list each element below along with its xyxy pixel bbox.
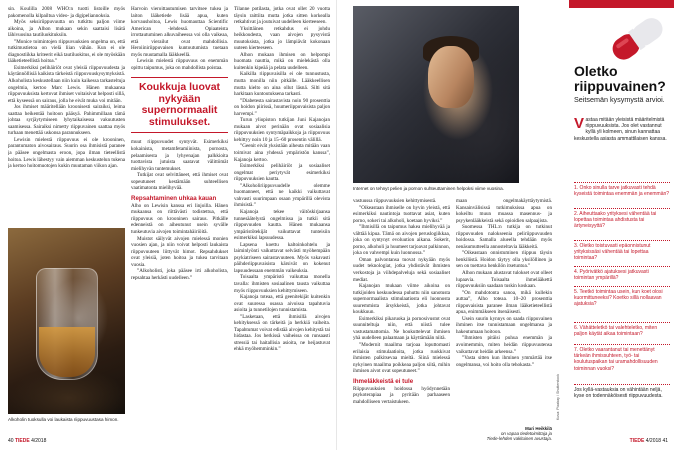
- paragraph: Esimerkiksi pikaruoka ja pornosivustot ovat suunniteltuja niin, että niistä tulee vastustamattomia. Ne houkuttelevat ihmisen yhä uudelleen palaamaan ja käyttämään niitä.: [353, 315, 450, 342]
- right-folio: [630, 438, 668, 444]
- left-column-2: [131, 6, 228, 426]
- paragraph: Lewisin mielestä riippuvuus ei ole krooninen, parantumaton aivosairaus. Suurin osa ihmisistä paranee ja pääsee ongelmasta eroon, jopa ilman tieteellistä hoitoa. Lewis lähestyy vain aiemman keskustelun tukena ja kertoo hoitomuotojen kukin muutaman viikon ajan.: [8, 136, 125, 170]
- photo-credit: Kuva: Pixabay / Shutterstock: [556, 374, 560, 420]
- whiskey-glass-photo: [8, 228, 125, 414]
- liquid-shape: [39, 327, 95, 377]
- author-bio-line: on vapaa tiedetoimittaja ja: [500, 431, 552, 437]
- divider: [574, 286, 670, 287]
- paragraph: ”Oikeastaan onnistuminen riippuu täysin henkilöstä. Hoidon täytyy olla yksilöllinen ja sen on tuettava henkilön itsetuntoa.”: [456, 250, 552, 270]
- left-photo-caption: Alkoholin tuoksulla voi laukaista riippuvuustasa himon.: [8, 417, 119, 422]
- issue-number: 4/2018: [645, 438, 662, 444]
- paragraph: Tutkijat ovat selvittäneet, että ihmiset ovat sopeutuneet kestämään suhteellisen vaatimatonta mielihyvää.: [131, 172, 228, 192]
- paragraph: Tilanne potilasta, jotka ovat ollet 20 vuotta täysin raittiita mutta jotka sitten korkealla retkahtivat ja joutuivat uudelleen kierteeseen.: [234, 6, 330, 26]
- paragraph: Myös seksiriippuvuutta on tutkittu paljon viime aikoina, ja Alhon mukaan sekin saattaisi lisätä lähivuosina tautiluokituksiin.: [8, 19, 125, 39]
- sidebar-headline: Oletko riippuvainen?: [574, 63, 666, 94]
- intro-text: astaa mitään yleisistä määritelmistä riippuvuuksista. Jos olet vastannut kyllä yli kolmeen, sinun kannattaa keskustella asiasta ammattilaisen kanssa.: [574, 117, 667, 142]
- paragraph: Kajanoja toteaa, että geenitekijät kuitenkin ovat suuressa osassa aivoissa tapahtuvia asioita ja tunnetilojen tunnistamista.: [234, 294, 330, 314]
- paragraph: ”Geenit eivät yksistään aiheuta mitään vaan toimivat aina yhdessä ympäristön kanssa”, Kajanoja kertoo.: [234, 143, 330, 163]
- quiz-question: 1. Onko sinulla tarve jatkuvasti tehdä kyseistä toimintaa enemmän ja enemmän?: [574, 185, 670, 198]
- quiz-question: 4. Pyörivätkö ajatuksesi jatkuvasti toimintan ympärillä?: [574, 269, 649, 282]
- paragraph: Toisaalta ympäristö vaikuttaa monella tavalla: ihmisten sosiaalinen tausta vaikuttaa myös riippuvuuksien kehittymiseen.: [234, 274, 330, 294]
- paragraph: vastuussa riippuvuuksien kehittymisestä.: [353, 198, 437, 204]
- paragraph: muut riippuvuudet syntyvät. Esimerkiksi kokainista, metamfetamiinista, pornosta, pelaamisesta ja lyhyenajan palkkioita tuottavista jutuista saatavat välittömät mielihyvän tuntemukset.: [131, 139, 228, 172]
- paragraph: Muistot säilyvät aivojen mielessä monien vuosien ajan, ja niin voivat helposti laukaista riippuvuuteen liittyvät himot. Repsahdukset ovat yleisiä, joten hoitoa ja tukea tarvitaan vuosia.: [131, 235, 228, 268]
- magazine-brand: TIEDE: [14, 438, 30, 444]
- glass-shape: [36, 268, 98, 380]
- author-name: Mari Heikkilä: [525, 426, 552, 431]
- left-folio: [8, 438, 46, 444]
- quiz-question: 5. Teetkö toimintaa usein, kun koet olosi kuormittuneeksi? Koetko sillä nollaavan ajatuksia?: [574, 289, 663, 308]
- page-number: 40: [8, 438, 14, 444]
- pill-icon: [603, 8, 671, 68]
- paragraph: ”Ihmisten pitäisi puhua enemmän ja avoimemmin, miten heidän riippuvuutensa vaikuttavat heidän arkeensa.”: [456, 335, 552, 355]
- paragraph: Lewisin mielestä riippuvuus on enemmän opittu taipumus, joka on mahdollista poistaa.: [131, 58, 228, 71]
- page-number: 41: [662, 438, 668, 444]
- paragraph: Lapsena koettu kaltoinkohtelu ja laiminlyönti vaikuttavat selvästi myöhempään psykiatriseen sairastavuuteen. Myös vakavasti päihderiippuvaisista kärsivät on kokenut lapsuudessaan enemmän vaikeuksia.: [234, 241, 330, 274]
- sidebar-subhead: Seitsemän kysymystä arvioi.: [574, 95, 665, 104]
- paragraph: Kajanoja tekee väitöskirjaansa tunnesäätelystä ongelmissa ja tutkii sitä riippuvuuden kautta. Hänen mukaansa ympäristötekijät vaikuttavat tunteisiin esimerkiksi lapsuudessa.: [234, 208, 330, 242]
- face-shape: [428, 46, 474, 108]
- issue-number: 4/2018: [31, 438, 47, 444]
- divider: [574, 208, 670, 209]
- paragraph: ”Lasketaan, että ihmisillä aivojen kehityksessä on tärkeitä ja herkkiä vaiheita. Tapahtumat voivat edistää aivojen kehitystä tai hidastaa. Jos herkissä vaiheissa on runsaasti stressiä tai haitallisia asioita, ne heijastuvat ehkä myöhemminkin.”: [234, 313, 330, 353]
- author-bio-line: Tiede-lehden vakituinen avustaja.: [486, 436, 552, 442]
- paragraph: Alhon mukaan alustavat tulokset ovat olleet lupaavia. Toisaalta ihmelääkettä riippuvuuksiin saadaan tuskin koskaan.: [456, 270, 552, 290]
- sidebar-intro: [574, 117, 670, 142]
- divider: [574, 182, 670, 183]
- paragraph: ”Alkoholiriippuvuudelle olemme huomanneet, että ne kaikki vaikuttavat vahvasti suurimpaan osaan ympärillä olevista ihmisistä.”: [234, 182, 330, 209]
- paragraph: Kaikilla riippuvaisilla ei ole tunnustusta, mutta monilla niin pitkälle. Lääkkeellisen mutta kielto on aina ollut läsnä. Silti sitä harkitaan kuntoutuksena tarkasti.: [234, 71, 330, 98]
- quiz-question: 3. Oletko toistuvasti epäonnistunut yrityksissäsi vähentää tai lopettaa toimintaa?: [574, 243, 651, 262]
- quiz-question: 2. Aiheuttaako yrityksesi vähentää tai lopettaa toimintaa ahdistusta tai ärtyneisyyttä?: [574, 211, 657, 230]
- section-heading: Repsahtaminen uhkaa kauan: [131, 194, 217, 202]
- paragraph: Turun yliopiston tutkijan Juni Kajanojan mukaan aivot perinään ovat sosiaalisia riippuvuuksien syntymäpaikkoja ja riippuvuus kehittyy noin 10 ja 15–60 prosentin välillä.: [234, 117, 330, 143]
- drop-cap: V: [574, 115, 585, 132]
- divider: [574, 344, 670, 345]
- paragraph: ”Alkoholisti, joka pääsee irti alkoholista, repsahtaa herkästi uudelleen.”: [131, 268, 228, 281]
- sidebar-closing: Jos kyllä-vastauksia on vähintään neljä, kyse on todennäköisesti riippuvuudesta.: [574, 387, 663, 400]
- paragraph: maan ongelmakäyttäytymistä. Kansainvälisissä tutkimuksissa apua on kokeiltu muun muassa masennus- ja psyykenlääkkeistä sekä opioidien salpaajista.: [456, 198, 552, 224]
- left-column-1: [8, 6, 125, 224]
- right-photo-caption: Internet on tehnyt pelien ja pornon suhteuttaminen helpoksi viime vuosina.: [353, 186, 504, 191]
- paragraph: Yksittäinen retkahdus ei johdu heikkoudesta, vaan aivojen pysyvistä muutoksista, jotka jo lämpiävät kokonaan uuteen kierteeseen.: [234, 25, 330, 52]
- divider: [574, 384, 670, 385]
- paragraph: ”Oikeastaan ihmiselle on hyvin yleistä, että esimerkiksi nautintoja tuottavat asiat, kuten porno, sokeri tai alkoholi, koetaan hyviksi.”: [353, 204, 450, 224]
- paragraph: Alho on Lewisin kanssa eri linjoilla. Hänen mukaansa on riittävästi todistettua, että riippuvuus on krooninen sairaus. Pitkälle edenneistä on aiheutunut usein syvälle tunkeutuvia aivojen toimintahäiriöitä.: [131, 202, 228, 236]
- quiz-question: 7. Oletko vaarantanut tai menettänyt tärkeän ihmissuhteen, työ- tai koulutuspaikan tai uramahdollisuuden toiminnan vuoksi?: [574, 347, 658, 372]
- paragraph: ”Ihmisillä on taipumus hakea mielihyvää ja välttää kipua. Tämä on aivojen peruslogiikkaa, joka on syntynyt evoluution aikana. Sokerit, porno, alkoholi ja huumeet tarjoavat palkinnon, joka on vahvempi kuin luonnossa.”: [353, 224, 450, 257]
- divider: [574, 266, 670, 267]
- paragraph: Harvoin vieroittautumisen tarvitsee tukea ja laiton lääketiede lisää apua, kuten korvaushoitoa, Lewis huomauttaa Scientific American -lehdessä. Opiaateista irrottautuminen alkuvaiheessa voi olla vaikeaa, että vierailut ovat mahdollisia. Heroiiniriippuvaisen kuntoutumista tuetaan myös muutamalla lääkkeellä.: [131, 6, 228, 58]
- right-column-1: [353, 198, 450, 438]
- paragraph: Alhon mukaan ihmisen on helpompi huomata nauttia, mikä on mielekästä olla kuitenkin kipeää ja pelata uudelleen.: [234, 51, 330, 71]
- paragraph: sin. Koulilla 2008 WHO:n tuotti listoille myös pakomenolla kilpailtua video- ja digipeliannoksia.: [8, 6, 125, 19]
- divider: [574, 322, 670, 323]
- magazine-brand: TIEDE: [629, 438, 645, 444]
- sidebar-accent-bar: [569, 0, 674, 8]
- paragraph: Riippuvuuksien hoidossa hyödynnetään psykoterapiaa ja pyritään parhaaseen mahdolliseen vertaistukeen.: [353, 385, 450, 405]
- paragraph: Jos ihmiset määritellään kroonisesti sairaiksi, leima saattaa heikentää hoitoon pääsyä. Pahimmillaan tämä johtaa syrjäytymiseen lyhytaikaisessa vakuutusten saamisessa. Sairaiksi nimetty riippuvainen saattaa myös turhaan menettää uskonsa parannukseen.: [8, 104, 125, 137]
- person-portrait-photo: [353, 6, 519, 183]
- paragraph: Usein suurin kynnys on saada riippuvainen ihminen itse tunnistamaan ongelmansa ja hakeutumaan hoitoon.: [456, 315, 552, 335]
- paragraph: ”Monice toimintojen riippuvuuksien ongelma on, että tutkimustietoa on vielä liian vähän. Kun ei ole diagnostiikka kriteerit eikä tautiluokitus, ei ole myöskään lääketieteellistä hoitoa.”: [8, 38, 125, 65]
- paragraph: Oman palvontansa tuovat nykyään myös uudet teknologiat, jotka yhdistävät ihmisten verkostoja ja viihdepalveluja sekä sosiaaliset mediat.: [353, 256, 450, 283]
- paragraph: ”On mahdotonta sanoa, mikä kullekin auttaa”, Alho toteaa. 10–20 prosenttia riippuvaisista paranee ilman lääketieteellistä apua, enimmäkseen itsenäisesti.: [456, 289, 552, 316]
- paragraph: ”Diabetesta sairastavista noin 90 prosenttia on hoidon piirissä, huumeriippuvaisista paljon harvempi.”: [234, 97, 330, 117]
- right-column-2: [456, 198, 552, 426]
- paragraph: Esimerkiksi pelihäiriöt ovat yleisiä riippuvuudesta ja käytännöllisiä kaikista tärkeistä riippuvuuskysymyksistä. Alkoholista keskustellaan niin kuin kaikessa tarkasteltuja ongelmia, kertoo Marc Lewis. Hänen mukaansa riippuvuuksista kertovat ihmiset voitaisivat helposti sillä, että kyseessä on sairaus, jolla he eivät muka voi mitään.: [8, 64, 125, 104]
- paragraph: ”Vasta sitten kun ihminen ymmärtää itse ongelmansa, voi hoito olla tehokasta.”: [456, 355, 552, 368]
- paragraph: Esimerkiksi pelihäiriöt ja sosiaaliset ongelmat periytyvät esimerkiksi riippuvuuksien kautta.: [234, 163, 330, 183]
- divider: [574, 240, 670, 241]
- left-column-3: [234, 6, 330, 426]
- byline: [480, 426, 552, 442]
- paragraph: Suomessa THL:n tutkija on tutkinut riippuvuuden nalokseenia peliriippuvuuden hoidossa. Samalla alueella tehdään myös nenäsumutteella annosteltavia lääkkeitä.: [456, 224, 552, 250]
- quiz-question: 6. Vähätteletkö tai valehteletko, miten paljon käytät aikaa toimintaan?: [574, 325, 658, 338]
- section-heading: Ihmeläkkeistä ei tule: [353, 377, 414, 385]
- paragraph: ”Modernit maailma tarjoaa loputtomasti erilaisia stimulaatioita, jotka ruokkivat ihmisten palkitsevaa mieltä. Siinä mielessä nykyinen maailma poikkeaa paljon siitä, mihin ihmisen aivot ovat sopeutuneet.”: [353, 342, 450, 375]
- pull-quote: Koukkuja luovat nykyään supernormaalit stimulukset.: [131, 77, 228, 133]
- paragraph: Kajanojan mukaan viime aikoina on tutkijoiden keskuudessa puhuttu niin sanotusta supernormaalista stimulaatiosta eli luonnosta suuremmista ärsykkeistä, jotka johtavat koukkuun.: [353, 283, 450, 316]
